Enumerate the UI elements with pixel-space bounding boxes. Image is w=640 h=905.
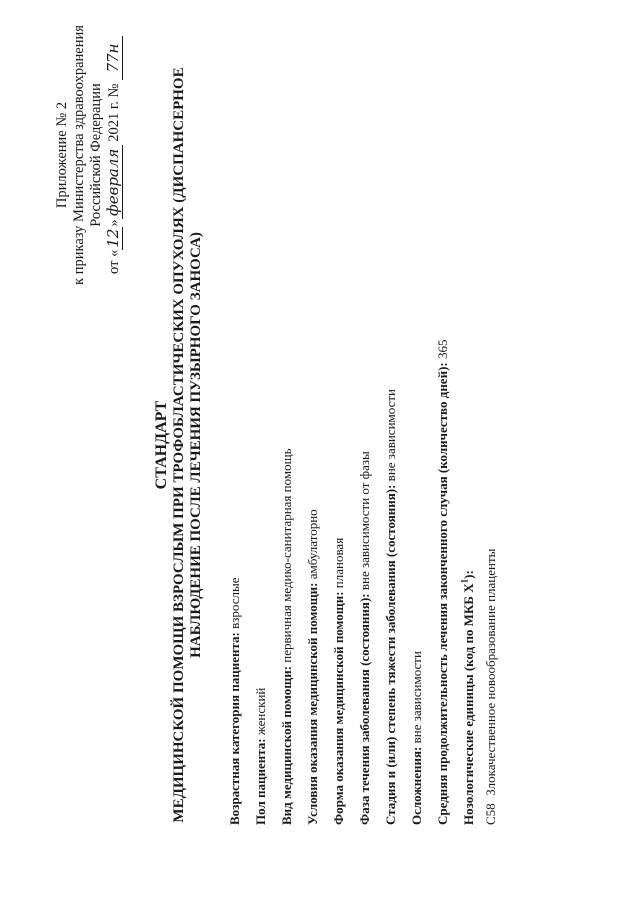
standard-fields — [227, 65, 499, 825]
title-line-2: НАБЛЮДЕНИЕ ПОСЛЕ ЛЕЧЕНИЯ ПУЗЫРНОГО ЗАНОСА) — [188, 232, 204, 658]
field-treatment-duration: Средняя продолжительность лечения законченного случая (количество дней): 365 — [435, 339, 450, 825]
appendix-date-line — [105, 15, 123, 295]
field-age-category: Возрастная категория пациента: взрослые — [227, 577, 242, 825]
title-line-1: МЕДИЦИНСКОЙ ПОМОЩИ ВЗРОСЛЫМ ПРИ ТРОФОБЛАСТИЧЕСКИХ ОПУХОЛЯХ (ДИСПАНСЕРНОЕ — [171, 67, 187, 823]
date-year: 2021 г. № — [106, 83, 122, 142]
field-nosology: Нозологические единицы (код по МКБ $X^1$): — [459, 570, 476, 825]
date-day: 12 — [104, 228, 122, 248]
date-month: февраля — [105, 145, 123, 219]
icd-code: C58 — [483, 803, 498, 825]
appendix-order-ref: к приказу Министерства здравоохранения — [71, 25, 87, 285]
field-disease-stage: Стадия и (или) степень тяжести заболевания (состояния): вне зависимости — [383, 389, 398, 825]
field-sex: Пол пациента: женский — [253, 687, 268, 825]
appendix-number: Приложение № 2 — [54, 101, 70, 209]
appendix-header — [54, 15, 123, 295]
document-title — [153, 65, 205, 825]
appendix-ministry: Российской Федерации — [88, 83, 104, 227]
field-complications: Осложнения: вне зависимости — [409, 651, 424, 825]
nosology-code-row — [483, 65, 499, 825]
field-care-form: Форма оказания медицинской помощи: плановая — [331, 537, 346, 825]
field-disease-phase: Фаза течения заболевания (состояния): вне зависимости от фазы — [357, 451, 372, 825]
order-number: 77н — [105, 36, 123, 80]
title-heading: СТАНДАРТ — [153, 400, 170, 490]
field-care-type: Вид медицинской помощи: первичная медико-санитарная помощь — [279, 448, 294, 825]
icd-description: Злокачественное новообразование плаценты — [483, 548, 498, 796]
field-care-conditions: Условия оказания медицинской помощи: амбулаторно — [305, 509, 320, 825]
date-mid: » — [106, 219, 122, 227]
date-prefix: от « — [106, 249, 122, 274]
